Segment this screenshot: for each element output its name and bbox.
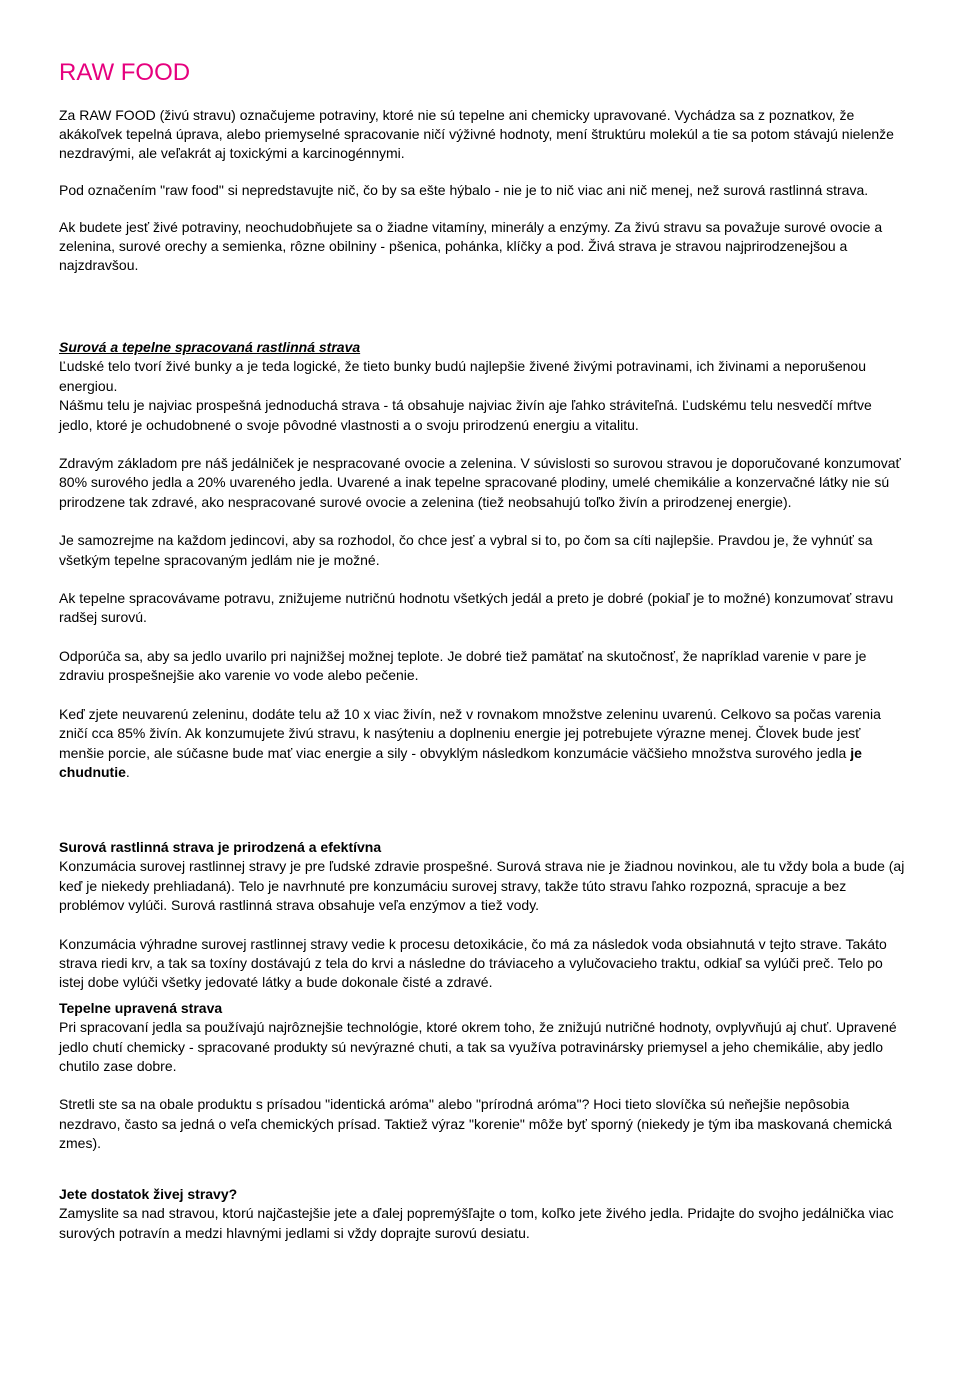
section2-paragraph-1: Konzumácia surovej rastlinnej stravy je pre ľudské zdravie prospešné. Surová strava nie je žiadnou novinkou, ale tu vždy bola a bude (aj keď je niekedy prehliadaná). Telo je navrhnuté pre konzumáciu surovej stravy, takže túto stravu ľahko rozpozná, spracuje a bez problémov vylúči. Surová rastlinná strava obsahuje veľa enzýmov a tiež vody.: [59, 858, 905, 914]
page-title: RAW FOOD: [59, 59, 191, 86]
intro-paragraph-1: Za RAW FOOD (živú stravu) označujeme potraviny, ktoré nie sú tepelne ani chemicky upravované. Vychádza sa z poznatkov, že akákoľvek tepelná úprava, alebo priemyselné spracovanie ničí výživné hodnoty, mení štruktúru molekúl a tie sa potom stávajú nielenže nezdravými, ale veľakrát aj toxickými a karcinogénnymi.: [59, 107, 894, 161]
section-heading-natural-effective: Surová rastlinná strava je prirodzená a efektívna: [59, 839, 382, 855]
section1-paragraph-1: Ľudské telo tvorí živé bunky a je teda logické, že tieto bunky budú najlepšie živené živými potravinami, ich živinami a neporušenou energiou.: [59, 358, 866, 394]
section1-paragraph-4: Je samozrejme na každom jedincovi, aby sa rozhodol, čo chce jesť a vybral si to, po čom sa cíti najlepšie. Pravdou je, že vyhnúť sa všetkým tepelne spracovaným jedlám nie je možné.: [59, 532, 873, 568]
section1-paragraph-6: Odporúča sa, aby sa jedlo uvarilo pri najnižšej možnej teplote. Je dobré tiež pamätať na skutočnosť, že napríklad varenie v pare je zdraviu prospešnejšie ako varenie vo vode alebo pečenie.: [59, 647, 867, 684]
section-raw-vs-cooked: [59, 338, 909, 801]
section1-paragraph-3: Zdravým základom pre náš jedálniček je nespracované ovocie a zelenina. V súvislosti so surovou stravou je doporučované konzumovať 80% surového jedla a 20% uvareného jedla. Uvarené a inak tepelne spracované plodiny, umelé chemikálie a konzervačné látky nie sú prirodzene tak zdravé, ako nespracované surové ovocie a zelenina (tiež neobsahujú toľko živín a prirodzenej energie).: [59, 455, 901, 510]
section-heading-cooked-food: Tepelne upravená strava: [59, 999, 223, 1016]
section2-paragraph-4: Stretli ste sa na obale produktu s prísadou "identická aróma" alebo "prírodná aróma"? Hoci tieto slovíčka sú neňejšie nepôsobia nezdravo, často sa jedná o veľa chemických prísad. Taktiež výraz "korenie" môže byť sporný (niekedy je tým iba maskovaná chemická zmes).: [59, 1096, 892, 1152]
section2-paragraph-5: Zamyslite sa nad stravou, ktorú najčastejšie jete a ďalej popremýšľajte o tom, koľko jete živého jedla. Pridajte do svojho jedálnička viac surových potravín a medzi hlavnými jedlami si vždy doprajte surovú desiatu.: [59, 1205, 894, 1241]
intro-paragraph-3: Ak budete jesť živé potraviny, neochudobňujete sa o žiadne vitamíny, minerály a enzýmy. Za živú stravu sa považuje surové ovocie a zelenina, surové orechy a semienka, rôzne obilniny - pšenica, pohánka, klíčky a pod. Živá strava je stravou najprirodzenejšou a najzdravšou.: [59, 219, 883, 273]
section1-paragraph-5: Ak tepelne spracovávame potravu, znižujeme nutričnú hodnotu všetkých jedál a preto je dobré (pokiaľ je to možné) konzumovať stravu radšej surovú.: [59, 590, 894, 626]
intro-paragraph-2: Pod označením "raw food" si nepredstavujte nič, čo by sa ešte hýbalo - nie je to nič viac ani nič menej, než surová rastlinná strava.: [59, 182, 869, 198]
section1-paragraph-7-end: .: [125, 763, 130, 780]
section1-paragraph-2: Nášmu telu je najviac prospešná jednoduchá strava - tá obsahuje najviac živín aje ľahko stráviteľná. Ľudskému telu nesvedčí mŕtve jedlo, ktoré je ochudobnené o svoje pôvodné vlastnosti a o svoju prirodzenú energiu a vitalitu.: [59, 397, 872, 433]
section2-paragraph-3: Pri spracovaní jedla sa používajú najrôznejšie technológie, ktoré okrem toho, že znižujú nutričné hodnoty, ovplyvňujú aj chuť. Upravené jedlo chutí chemicky - spracované produkty sú nevýrazné chuti, a tak sa využíva potravinársky priemysel a jeho chemikálie, aby jedlo chutilo zase dobre.: [59, 1019, 897, 1075]
intro-section: [59, 106, 909, 293]
section-heading-enough-live-food: Jete dostatok živej stravy?: [59, 1185, 238, 1202]
section-heading-raw-vs-cooked: Surová a tepelne spracovaná rastlinná strava: [59, 339, 361, 355]
section1-paragraph-7-bold: je chudnutie: [59, 744, 862, 780]
section-natural-effective: [59, 838, 909, 1262]
section2-paragraph-2: Konzumácia výhradne surovej rastlinnej stravy vedie k procesu detoxikácie, čo má za následok voda obsiahnutá v tejto strave. Takáto strava riedi krv, a tak sa toxíny dostávajú z tela do krvi a následne do tráviaceho a vylučovacieho traktu, odkiaľ sa vylúči preč. Telo po istej dobe vylúči všetky jedovaté látky a bude dokonale čisté a zdravé.: [59, 935, 887, 991]
section1-paragraph-7-text: Keď zjete neuvarenú zeleninu, dodáte telu až 10 x viac živín, než v rovnakom množstve zeleninu uvarenú. Celkovo sa počas varenia zničí cca 85% živín. Ak konzumujete živú stravu, k nasýteniu a doplneniu energie jej potrebujete výrazne menej. Človek bude jesť menšie porcie, ale súčasne bude mať viac energie a sily - obvyklým následkom konzumácie väčšieho množstva surového jedla: [59, 705, 881, 761]
section1-paragraph-7: [59, 705, 909, 783]
